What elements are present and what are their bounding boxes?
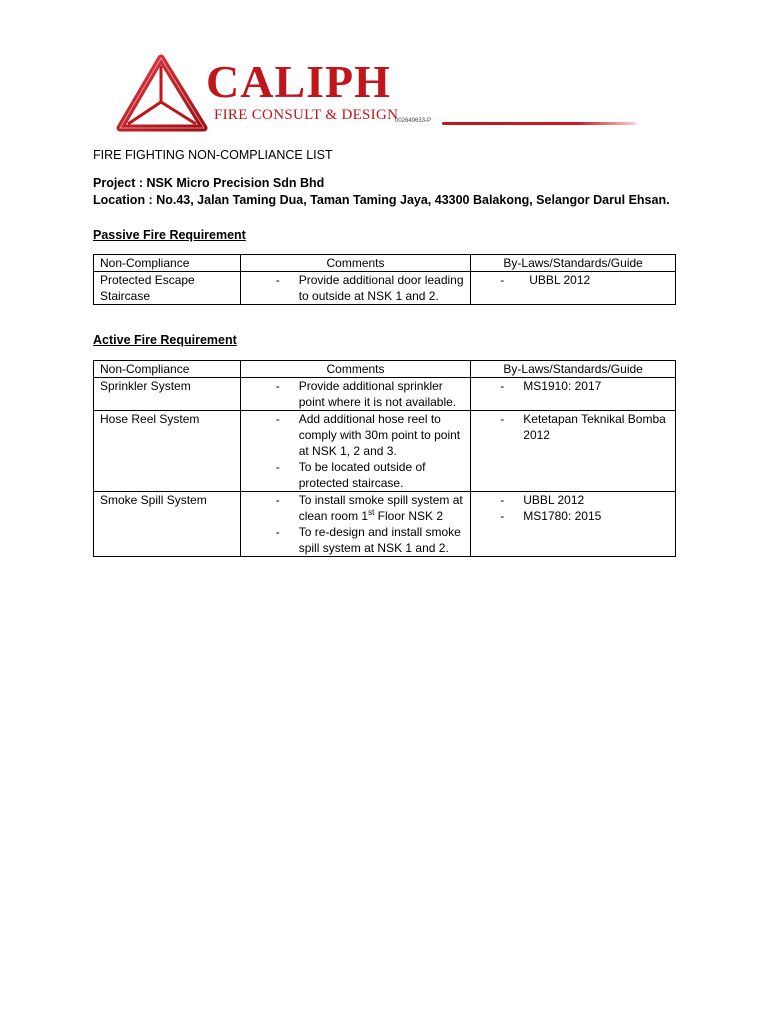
row-comments	[240, 411, 471, 492]
row-comments	[240, 272, 471, 305]
row-item: Sprinkler System	[94, 378, 241, 411]
superscript-text: st	[368, 508, 375, 517]
table-row	[94, 411, 676, 492]
standard-item: - UBBL 2012	[477, 272, 669, 288]
triangle-logo-icon	[116, 52, 216, 136]
table-header-row	[94, 361, 676, 378]
active-table	[93, 360, 676, 557]
row-comments	[240, 378, 471, 411]
comment-item: - To re-design and install smoke spill system at NSK 1 and 2.	[247, 524, 465, 556]
header-non-compliance: Non-Compliance	[94, 361, 241, 378]
row-standards	[471, 492, 676, 557]
comment-item: - Provide additional sprinkler point where it is not available.	[247, 378, 465, 410]
row-standards	[471, 378, 676, 411]
header-standards: By-Laws/Standards/Guide	[471, 361, 676, 378]
location-line: Location : No.43, Jalan Taming Dua, Taman Taming Jaya, 43300 Balakong, Selangor Darul Ehsan.	[93, 193, 670, 207]
logo-subtitle: FIRE CONSULT & DESIGN	[214, 107, 399, 123]
row-item: Smoke Spill System	[94, 492, 241, 557]
company-registration: 002649633-P	[395, 118, 432, 124]
comment-item: - Add additional hose reel to comply with 30m point to point at NSK 1, 2 and 3.	[247, 411, 465, 459]
active-heading: Active Fire Requirement	[93, 333, 237, 347]
row-comments	[240, 492, 471, 557]
header-standards: By-Laws/Standards/Guide	[471, 255, 676, 272]
table-row	[94, 492, 676, 557]
logo-name: CALIPH	[206, 56, 391, 107]
standard-item: - Ketetapan Teknikal Bomba 2012	[477, 411, 669, 443]
row-item: Hose Reel System	[94, 411, 241, 492]
row-standards	[471, 272, 676, 305]
standard-item: - UBBL 2012	[477, 492, 669, 508]
comment-item: - Provide additional door leading to outside at NSK 1 and 2.	[247, 272, 465, 304]
logo-underline	[442, 122, 636, 125]
comment-text-end: Floor NSK 2	[374, 509, 444, 523]
comment-item	[247, 492, 465, 524]
passive-heading: Passive Fire Requirement	[93, 228, 246, 242]
row-item: Protected Escape Staircase	[94, 272, 241, 305]
row-standards	[471, 411, 676, 492]
table-header-row	[94, 255, 676, 272]
table-row	[94, 272, 676, 305]
header-non-compliance: Non-Compliance	[94, 255, 241, 272]
project-line: Project : NSK Micro Precision Sdn Bhd	[93, 176, 325, 190]
table-row	[94, 378, 676, 411]
standard-item: - MS1780: 2015	[477, 508, 669, 524]
passive-table	[93, 254, 676, 305]
standard-item: - MS1910: 2017	[477, 378, 669, 394]
comment-text: To install smoke spill system at clean room 1	[298, 493, 463, 523]
company-logo	[116, 52, 646, 136]
document-title: FIRE FIGHTING NON-COMPLIANCE LIST	[93, 148, 333, 162]
header-comments: Comments	[240, 255, 471, 272]
comment-item: - To be located outside of protected staircase.	[247, 459, 465, 491]
header-comments: Comments	[240, 361, 471, 378]
